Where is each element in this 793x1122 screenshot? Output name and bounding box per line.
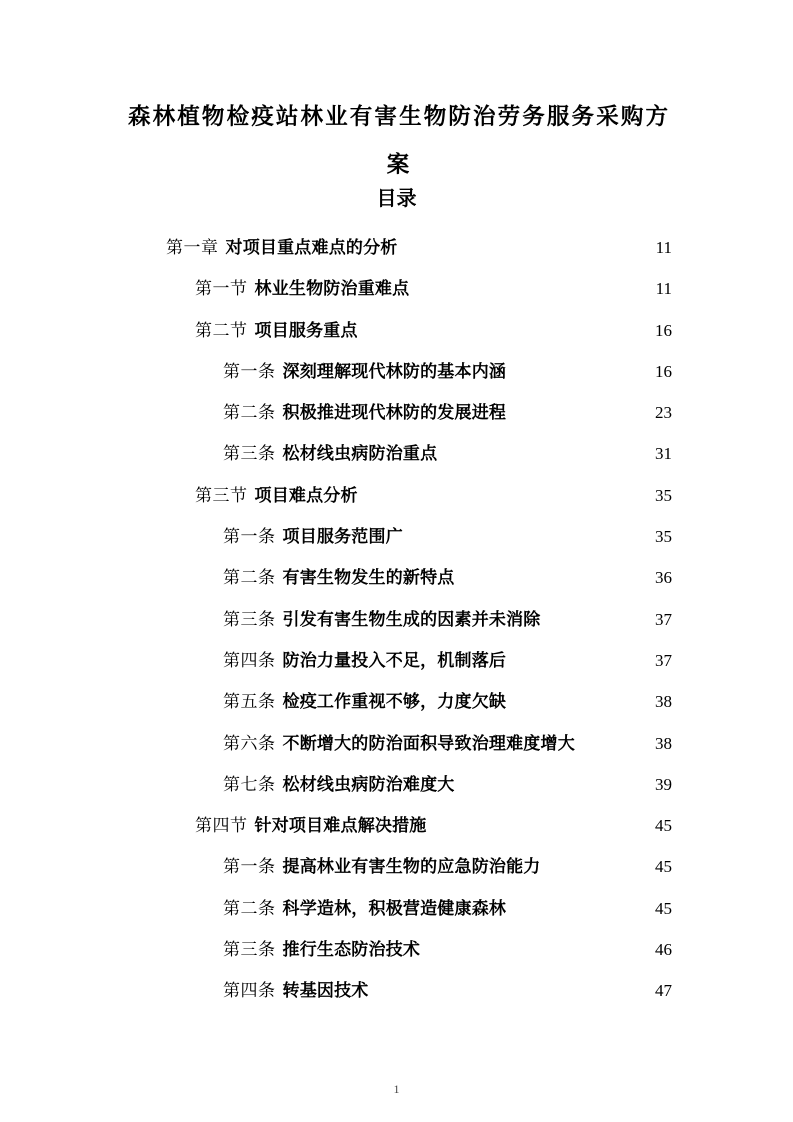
toc-entry[interactable] (0, 433, 793, 474)
toc-entry-title: 林业生物防治重难点 (254, 279, 410, 299)
toc-entry-prefix: 第三条 (223, 940, 276, 960)
toc-entry-prefix: 第二节 (195, 320, 248, 340)
document-title-line-1: 森林植物检疫站林业有害生物防治劳务服务采购方 (128, 104, 668, 129)
toc-entry[interactable] (0, 805, 793, 846)
toc-entry-page-number: 35 (655, 527, 672, 547)
toc-entry-page-number: 37 (655, 650, 672, 670)
toc-entry[interactable] (0, 268, 793, 309)
toc-entry-title: 针对项目难点解决措施 (254, 816, 427, 836)
toc-entry-page-number: 11 (655, 279, 672, 299)
toc-entry-prefix: 第一章 (166, 238, 219, 257)
toc-entry-page-number: 45 (655, 898, 672, 918)
toc-entry-prefix: 第三条 (223, 444, 276, 464)
toc-dot-leader (359, 319, 650, 336)
toc-dot-leader (507, 649, 645, 666)
toc-dot-leader (359, 484, 650, 501)
toc-dot-leader (507, 360, 645, 377)
toc-dot-leader (399, 236, 646, 253)
toc-entry[interactable] (0, 764, 793, 805)
toc-entry-prefix: 第一条 (223, 361, 276, 381)
toc-dot-leader (542, 855, 651, 872)
toc-entry-title: 项目难点分析 (254, 485, 358, 505)
toc-entry-prefix: 第四节 (195, 816, 248, 836)
toc-entry-page-number: 16 (655, 361, 672, 381)
toc-entry-page-number: 23 (655, 403, 672, 423)
toc-entry-prefix: 第七条 (223, 774, 276, 794)
toc-entry-prefix: 第三节 (195, 485, 248, 505)
toc-heading: 目录 (376, 188, 417, 210)
toc-entry-title: 松材线虫病防治重点 (282, 444, 438, 464)
toc-entry-prefix: 第二条 (223, 403, 276, 423)
table-of-contents (0, 227, 793, 1012)
toc-entry-prefix: 第二条 (223, 898, 276, 918)
toc-dot-leader (542, 608, 651, 625)
toc-entry-title: 不断增大的防治面积导致治理难度增大 (282, 733, 575, 753)
footer-page-number: 1 (393, 1082, 400, 1096)
toc-entry-title: 有害生物发生的新特点 (282, 568, 455, 588)
toc-entry[interactable] (0, 351, 793, 392)
toc-entry-title: 对项目重点难点的分析 (225, 238, 398, 257)
toc-entry-title: 转基因技术 (282, 981, 369, 1001)
toc-entry-prefix: 第一节 (195, 279, 248, 299)
toc-entry-title: 项目服务重点 (254, 320, 358, 340)
toc-dot-leader (370, 979, 651, 996)
toc-entry-prefix: 第四条 (223, 650, 276, 670)
toc-entry-prefix: 第三条 (223, 609, 276, 629)
toc-entry[interactable] (0, 846, 793, 887)
toc-entry-title: 引发有害生物生成的因素并未消除 (282, 609, 541, 629)
toc-entry-prefix: 第六条 (223, 733, 276, 753)
toc-entry[interactable] (0, 557, 793, 598)
toc-entry[interactable] (0, 475, 793, 516)
toc-entry-prefix: 第二条 (223, 568, 276, 588)
toc-entry-title: 提高林业有害生物的应急防治能力 (282, 857, 541, 877)
toc-dot-leader (507, 690, 645, 707)
toc-entry[interactable] (0, 888, 793, 929)
toc-entry-page-number: 37 (655, 609, 672, 629)
toc-entry[interactable] (0, 310, 793, 351)
toc-entry-title: 科学造林，积极营造健康森林 (282, 898, 507, 918)
toc-entry[interactable] (0, 681, 793, 722)
toc-dot-leader (576, 732, 645, 749)
toc-entry-page-number: 47 (655, 981, 672, 1001)
toc-dot-leader (507, 401, 650, 418)
toc-dot-leader (438, 442, 650, 459)
document-title-line-2: 案 (386, 152, 410, 177)
toc-entry-prefix: 第四条 (223, 981, 276, 1001)
toc-entry-page-number: 38 (655, 692, 672, 712)
toc-entry-page-number: 39 (655, 774, 672, 794)
toc-entry-title: 深刻理解现代林防的基本内涵 (282, 361, 507, 381)
toc-entry-title: 防治力量投入不足，机制落后 (282, 650, 507, 670)
toc-entry-title: 检疫工作重视不够，力度欠缺 (282, 692, 507, 712)
toc-dot-leader (421, 938, 650, 955)
toc-entry-page-number: 45 (655, 816, 672, 836)
toc-entry[interactable] (0, 227, 793, 268)
toc-entry-page-number: 31 (655, 444, 672, 464)
toc-entry-page-number: 11 (655, 238, 672, 257)
toc-dot-leader (456, 566, 646, 583)
toc-entry-page-number: 46 (655, 940, 672, 960)
toc-dot-leader (456, 773, 646, 790)
toc-entry-title: 松材线虫病防治难度大 (282, 774, 455, 794)
toc-entry-title: 积极推进现代林防的发展进程 (282, 403, 507, 423)
toc-entry-prefix: 第五条 (223, 692, 276, 712)
toc-entry-prefix: 第一条 (223, 527, 276, 547)
toc-dot-leader (404, 525, 645, 542)
toc-entry-prefix: 第一条 (223, 857, 276, 877)
toc-entry-title: 推行生态防治技术 (282, 940, 421, 960)
toc-entry[interactable] (0, 929, 793, 970)
toc-dot-leader (428, 814, 651, 831)
document-title (128, 93, 668, 189)
toc-entry-page-number: 38 (655, 733, 672, 753)
toc-dot-leader (507, 897, 645, 914)
toc-entry-page-number: 16 (655, 320, 672, 340)
toc-entry[interactable] (0, 599, 793, 640)
toc-entry[interactable] (0, 640, 793, 681)
toc-entry[interactable] (0, 970, 793, 1011)
toc-entry[interactable] (0, 516, 793, 557)
toc-dot-leader (410, 277, 650, 294)
toc-entry-page-number: 36 (655, 568, 672, 588)
toc-entry[interactable] (0, 392, 793, 433)
toc-entry-page-number: 45 (655, 857, 672, 877)
toc-entry-title: 项目服务范围广 (282, 527, 403, 547)
toc-entry[interactable] (0, 723, 793, 764)
toc-entry-page-number: 35 (655, 485, 672, 505)
